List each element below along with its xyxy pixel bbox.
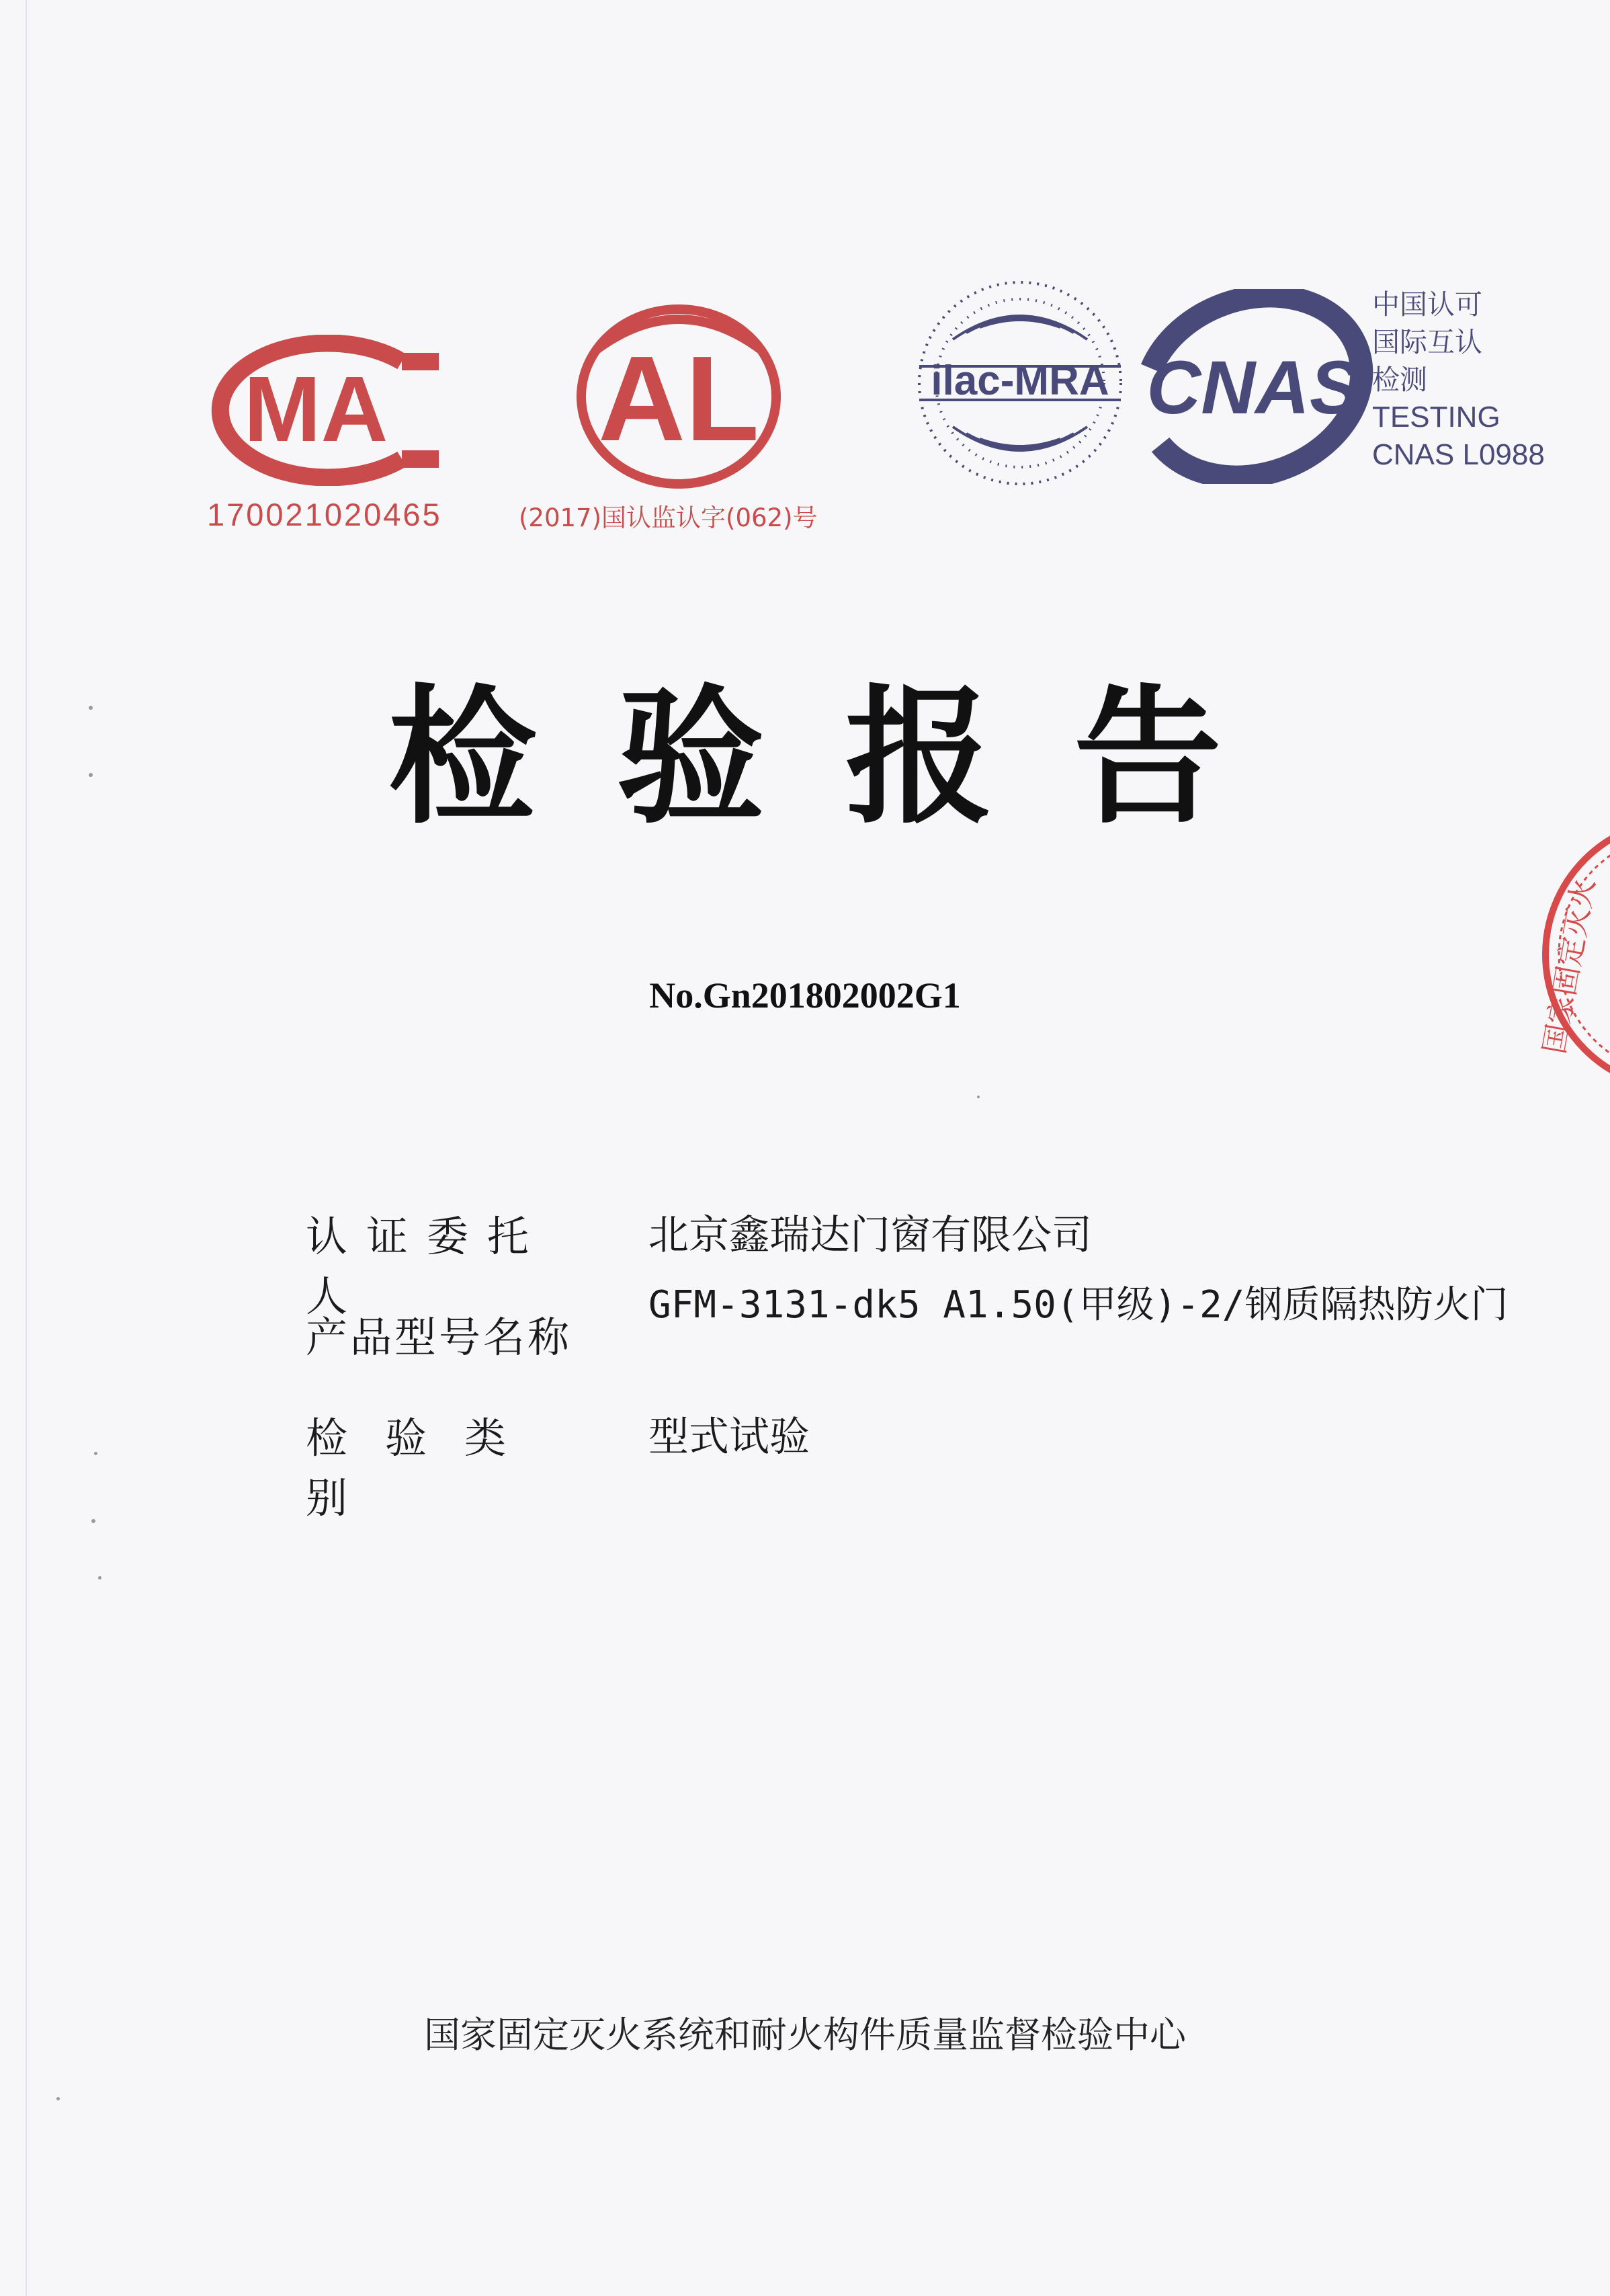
cnas-line-3: 检测 <box>1372 364 1427 396</box>
cnas-mark: CNAS <box>1146 345 1360 429</box>
test-type-label <box>306 1405 581 1524</box>
scan-speck <box>56 2097 60 2100</box>
client-label-text: 认证委托人 <box>306 1212 548 1321</box>
scan-speck <box>89 706 93 710</box>
cma-logo-icon <box>200 335 439 486</box>
al-mark: AL <box>598 331 759 466</box>
cnas-line-2: 国际互认 <box>1372 326 1482 358</box>
product-label-text: 产品型号名称 <box>306 1313 573 1362</box>
ilac-mra-logo-icon <box>906 265 1134 501</box>
client-value: 北京鑫瑞达门窗有限公司 <box>648 1212 1092 1259</box>
test-type-value: 型式试验 <box>648 1413 810 1461</box>
scan-speck <box>98 1576 101 1580</box>
ma-cert-number: 170021020465 <box>207 497 442 532</box>
cnas-line-4: TESTING <box>1372 401 1500 434</box>
issuing-organization: 国家固定灭火系统和耐火构件质量监督检验中心 <box>424 2014 1186 2056</box>
cal-logo-icon <box>570 296 788 491</box>
report-number: No.Gn201802002G1 <box>649 975 961 1016</box>
ma-mark: MA <box>243 358 388 461</box>
cnas-logo-icon <box>1132 289 1374 484</box>
cnas-accreditation-text <box>1372 286 1545 474</box>
scan-speck <box>89 773 93 777</box>
report-title: 检验报告 <box>388 671 1302 844</box>
cnas-line-1: 中国认可 <box>1372 288 1482 321</box>
scan-speck <box>91 1519 95 1523</box>
official-stamp <box>1532 813 1610 1096</box>
scan-speck <box>94 1452 97 1455</box>
test-type-label-text: 检验类别 <box>306 1413 544 1522</box>
stamp-text: 国家固定灭火 <box>1537 876 1602 1057</box>
product-value: GFM-3131-dk5 A1.50(甲级)-2/钢质隔热防火门 <box>648 1283 1509 1327</box>
page-edge <box>26 0 27 2296</box>
al-cert-number: (2017)国认监认字(062)号 <box>519 503 818 532</box>
ilac-mark: ilac-MRA <box>931 358 1109 404</box>
scan-speck <box>977 1096 980 1098</box>
cnas-line-5: CNAS L0988 <box>1372 438 1545 471</box>
product-label <box>306 1304 581 1364</box>
